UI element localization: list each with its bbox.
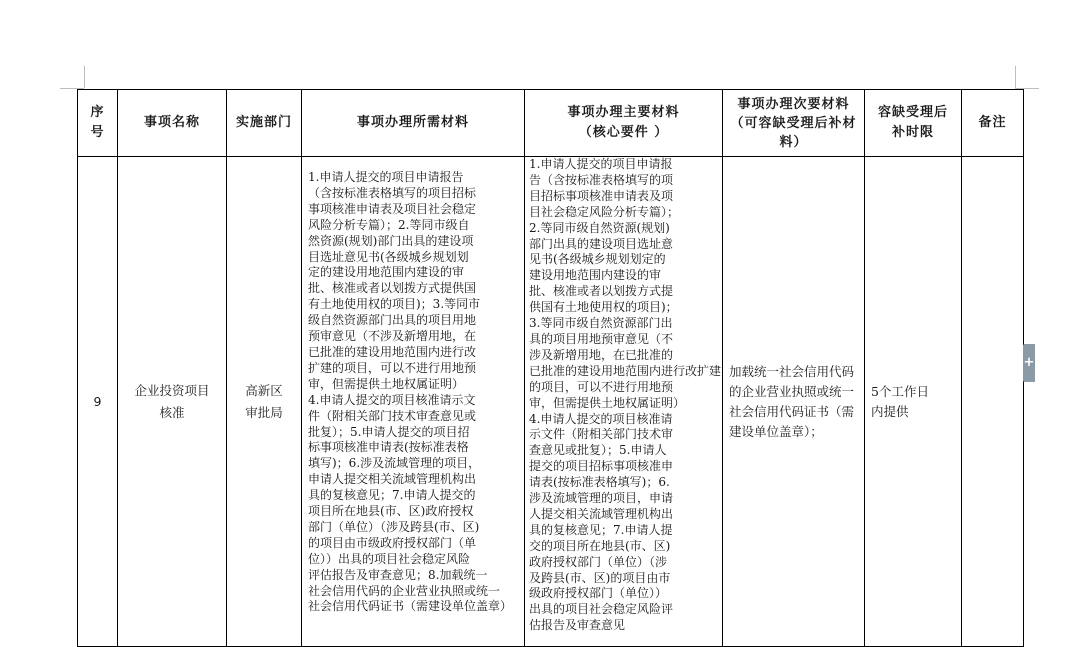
materials-text: 1.申请人提交的项目申请报告 （含按标准表格填写的项目招标 事项核准申请表及项目社会稳定 风险分析专篇）；2.等同市级自 然资源(规划)部门出具的建设项 目选址意见书(各级城乡规划划 定的建设用地范围内建设的审 批、核准或者以划拨方式提供国 有土地使用权的项目)；3.等同市 级自然资源部门出具的项目用地 预审意见（不涉及新增用地，在 已批准的建设用地范围内进行改 扩建的项目，可以不进行用地预 审，但需提供土地权属证明） 4.申请人提交的项目核准请示文 件（附相关部门技术审查意见或 批复）；5.申请人提交的项目招 标事项核准申请表(按标准表格 填写)；6.涉及流域管理的项目， 申请人提交相关流域管理机构出 具的复核意见；7.申请人提交的 项目所在地县(市、区)政府授权 部门（单位）（涉及跨县(市、区) 的项目由市级政府授权部门（单 位））出具的项目社会稳定风险 评估报告及审查意见；8.加载统一 社会信用代码的企业营业执照或统一 社会信用代码证书（需建设单位盖章）: [308, 170, 513, 614]
row-item-name: 企业投资项目 核准: [118, 157, 227, 647]
row-deadline: 5个工作日 内提供: [865, 157, 962, 647]
core-materials-text: 1.申请人提交的项目申请报 告（含按标准表格填写的项 目招标事项核准申请表及项 目社会稳定风险分析专篇）； 2.等同市级自然资源(规划) 部门出具的建设项目选址意 见书(各级城乡规划划定的 建设用地范围内建设的审 批、核准或者以划拨方式提 供国有土地使用权的项目)； 3.等同市级自然资源部门出 具的项目用地预审意见（不 涉及新增用地，在已批准的 已批准的建设用地范围内进行改扩建 的项目，可以不进行用地预 审，但需提供土地权属证明） 4.申请人提交的项目核准请 示文件（附相关部门技术审 查意见或批复）；5.申请人 提交的项目招标事项核准申 请表(按标准表格填写)；6. 涉及流域管理的项目，申请 人提交相关流域管理机构出 具的复核意见；7.申请人提 交的项目所在地县(市、区) 政府授权部门（单位）（涉 及跨县(市、区)的项目由市 级政府授权部门（单位）） 出具的项目社会稳定风险评 估报告及审查意见: [529, 157, 722, 633]
header-name: 事项名称: [118, 90, 227, 157]
header-remark: 备注: [962, 90, 1024, 157]
table-row: [78, 157, 1024, 647]
header-dept: 实施部门: [227, 90, 302, 157]
page-corner-guide-left: [84, 66, 85, 88]
row-materials: [302, 157, 525, 647]
row-department: 高新区 审批局: [227, 157, 302, 647]
header-secondary-materials: 事项办理次要材料 （可容缺受理后补材 料）: [723, 90, 865, 157]
row-remark: [962, 157, 1024, 647]
header-row: [78, 90, 1024, 157]
page-corner-guide-right: [1015, 66, 1016, 88]
header-deadline: 容缺受理后 补时限: [865, 90, 962, 157]
plus-icon: +: [1023, 355, 1035, 370]
header-core-materials: 事项办理主要材料 （核心要件 ）: [525, 90, 723, 157]
row-core-materials: [525, 157, 723, 647]
row-secondary-materials: 加载统一社会信用代码 的企业营业执照或统一 社会信用代码证书（需 建设单位盖章）；: [723, 157, 865, 647]
header-materials: 事项办理所需材料: [302, 90, 525, 157]
header-seq: 序 号: [78, 90, 118, 157]
materials-table: [77, 89, 1024, 647]
expand-tab-button[interactable]: [1023, 344, 1035, 382]
row-seq: 9: [78, 157, 118, 647]
